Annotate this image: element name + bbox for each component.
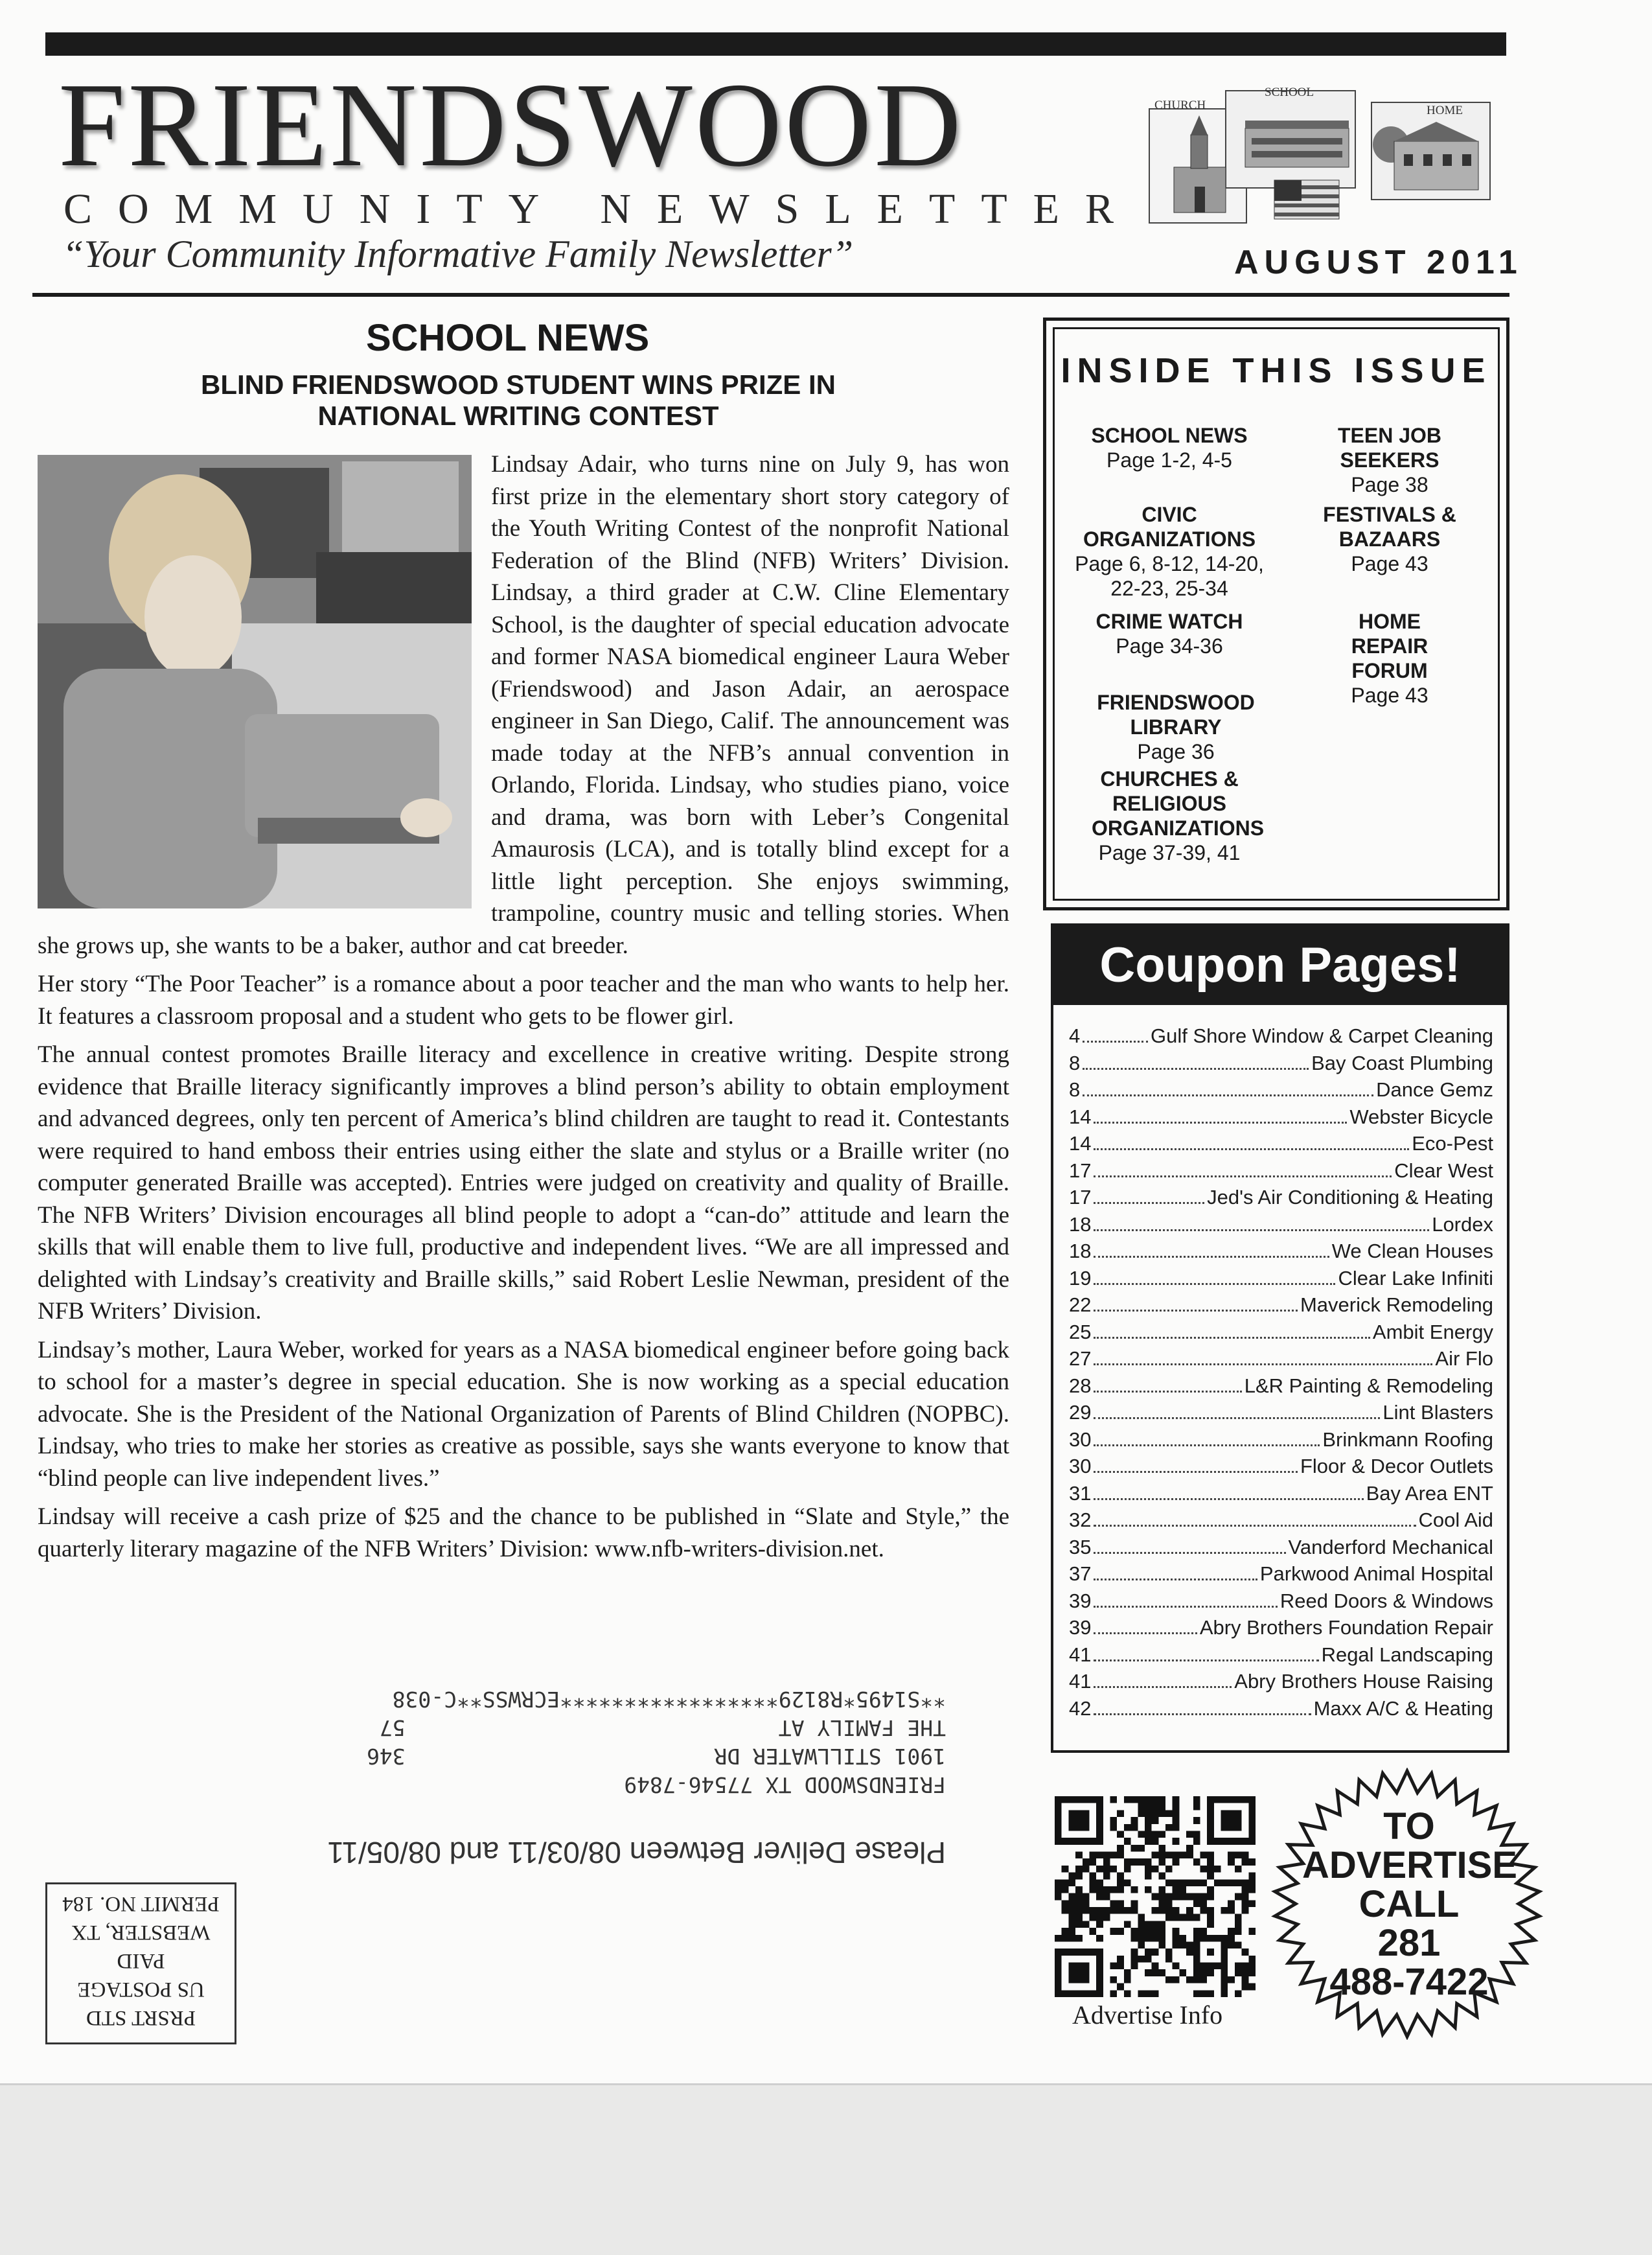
coupon-advertiser: Maxx A/C & Heating [1313,1696,1493,1720]
inside-item-teen-job-seekers [1286,423,1493,497]
coupon-row [1069,1428,1493,1455]
coupon-row [1069,1052,1493,1079]
permit-line: US POSTAGE [77,1978,205,2001]
coupon-advertiser: Air Flo [1435,1347,1493,1370]
coupon-list [1069,1024,1493,1724]
inside-item-page: Page 36 [1137,740,1215,763]
coupon-leader-dots [1094,1136,1409,1150]
coupon-page-number: 32 [1069,1509,1092,1531]
coupon-leader-dots [1094,1217,1429,1231]
inside-item-page: Page 1-2, 4-5 [1107,448,1232,472]
coupon-page-number: 27 [1069,1347,1092,1370]
coupon-row [1069,1267,1493,1294]
coupon-row [1069,1562,1493,1590]
inside-title: INSIDE THIS ISSUE [1061,351,1492,390]
coupon-leader-dots [1094,1432,1320,1446]
coupon-row [1069,1186,1493,1213]
coupon-advertiser: Regal Landscaping [1321,1643,1493,1666]
mailing-label [285,1685,946,1870]
inside-item-label: CHURCHES & RELIGIOUS ORGANIZATIONS [1092,767,1265,840]
coupon-row [1069,1455,1493,1482]
inside-item-home-repair-forum [1318,609,1461,708]
inside-item-page: Page 6, 8-12, 14-20, 22-23, 25-34 [1075,552,1264,600]
inside-this-issue-box [1043,318,1509,910]
coupon-leader-dots [1094,1243,1329,1258]
address-line-3: 1901 STILLWATER DR 346 [366,1744,946,1769]
logo-label-school: SCHOOL [1265,86,1314,99]
coupon-row [1069,1482,1493,1509]
coupon-page-number: 17 [1069,1186,1092,1208]
coupon-advertiser: Parkwood Animal Hospital [1259,1562,1493,1585]
inside-item-school-news [1066,423,1273,472]
coupon-leader-dots [1094,1351,1432,1365]
coupon-leader-dots [1094,1593,1277,1608]
coupon-leader-dots [1094,1297,1297,1312]
coupon-row [1069,1293,1493,1321]
coupon-advertiser: Clear Lake Infiniti [1338,1266,1493,1289]
coupon-row [1069,1697,1493,1724]
masthead-subtitle: COMMUNITY NEWSLETTER [63,185,1140,233]
inside-item-friendswood-library [1053,690,1299,764]
advertise-line: 281 [1377,1922,1441,1964]
coupon-advertiser: Gulf Shore Window & Carpet Cleaning [1151,1024,1493,1047]
inside-item-civic-organizations [1066,502,1273,601]
photo-spacer [38,448,491,915]
coupon-advertiser: Clear West [1394,1159,1493,1182]
issue-date: AUGUST 2011 [1234,244,1523,281]
coupon-row [1069,1509,1493,1536]
inside-item-page: Page 43 [1351,684,1428,707]
article-paragraph-1: Lindsay Adair, who turns nine on July 9, has won first prize in the elementary short story category of the Youth Writing Contest of the nonprofit National Federation of the Blind (NFB) Writers’ Division. Lindsay, a third grader at C.W. Cline Elementary School, is the daughter of special education advocate and former NASA biomedical engineer Laura Weber (Friendswood) and Jason Adair, an aerospace engineer in San Diego, Calif. The announcement was made today at the NFB’s annual convention in Orlando, Florida. Lindsay, who studies piano, voice and drama, was born with Leber’s Congenital Amaurosis (LCA), and is totally blind except for a little light perception. She enjoys swimming, trampoline, country music and telling stories. When she grows up, she wants to be a baker, author and cat breeder. [38,451,1009,959]
church-school-home-logo [1148,83,1491,224]
coupon-page-number: 30 [1069,1428,1092,1451]
inside-item-crime-watch [1066,609,1273,658]
article-paragraph-2: Her story “The Poor Teacher” is a romance about a poor teacher and the man who wants to help her. It features a classroom proposal and a student who gets to be flower girl. [38,971,1009,1030]
coupon-advertiser: Abry Brothers Foundation Repair [1199,1616,1493,1639]
coupon-page-number: 4 [1069,1024,1081,1047]
masthead-divider [32,293,1509,297]
article-paragraph-5: Lindsay will receive a cash prize of $25 and the chance to be published in “Slate and Style,” the quarterly literary magazine of the NFB Writers’ Division: www.nfb-writers-division.net. [38,1503,1009,1562]
coupon-pages-box [1051,923,1509,1753]
coupon-row [1069,1240,1493,1267]
coupon-advertiser: Vanderford Mechanical [1288,1535,1493,1558]
inside-item-label: CRIME WATCH [1096,610,1243,633]
coupon-page-number: 29 [1069,1401,1092,1424]
coupon-leader-dots [1094,1109,1347,1124]
coupon-leader-dots [1094,1647,1318,1661]
coupon-leader-dots [1094,1271,1335,1285]
advertise-phone: 488-7422 [1329,1961,1489,2003]
coupon-leader-dots [1094,1459,1297,1473]
coupon-page-number: 41 [1069,1643,1092,1666]
coupon-page-number: 8 [1069,1051,1081,1074]
coupon-advertiser: Eco-Pest [1412,1132,1493,1155]
coupon-page-number: 39 [1069,1616,1092,1639]
coupon-advertiser: Brinkmann Roofing [1322,1428,1493,1451]
coupon-leader-dots [1094,1405,1380,1419]
coupon-row [1069,1401,1493,1428]
coupon-advertiser: L&R Painting & Remodeling [1244,1374,1493,1397]
article-paragraph-3: The annual contest promotes Braille literacy and excellence in creative writing. Despite strong evidence that Braille literacy significantly improves a blind person’s ability to obtain employment and advanced degrees, only ten percent of America’s blind children are taught to read it. Contestants were required to hand emboss their entries using either the slate and stylus or a Braille writer (no computer generated Braille was accepted). Entries were judged on creativity and quality of Braille. The NFB Writers’ Division encourages all blind people to adopt a “can-do” attitude and learn the skills that will enable them to live full, productive and independent lives. “We are all impressed and delighted with Lindsay’s creativity and Braille skills,” said Robert Leslie Newman, president of the NFB Writers’ Division. [38,1041,1009,1324]
inside-item-page: Page 37-39, 41 [1098,841,1241,864]
coupon-row [1069,1374,1493,1402]
coupon-row [1069,1213,1493,1240]
permit-line: WEBSTER, TX [71,1921,211,1944]
coupon-leader-dots [1083,1028,1148,1043]
advertise-line: CALL [1359,1883,1460,1925]
coupon-leader-dots [1083,1082,1373,1096]
inside-item-label: HOME REPAIR FORUM [1351,610,1428,682]
coupon-page-number: 35 [1069,1535,1092,1558]
coupon-row [1069,1105,1493,1133]
coupon-advertiser: Ambit Energy [1372,1320,1493,1343]
delivery-note: Please Deliver Between 08/03/11 and 08/05/11 [327,1836,946,1869]
coupon-advertiser: Bay Area ENT [1366,1481,1493,1505]
logo-label-home: HOME [1427,104,1463,117]
address-line-1: **S1495*R8129*****************ECRWSS**C-038 [392,1687,946,1712]
coupon-page-number: 30 [1069,1455,1092,1477]
article-paragraph-4: Lindsay’s mother, Laura Weber, worked for years as a NASA biomedical engineer before going back to school for a master’s degree in special education. She is now working as a special education advocate. She is the President of the National Organization of Parents of Blind Children (NOPBC). Lindsay, who tries to make her stories as creative as possible, says she wants everyone to know that “blind people can live independent lives.” [38,1336,1009,1492]
coupon-pages-title: Coupon Pages! [1053,926,1507,1005]
coupon-page-number: 8 [1069,1078,1081,1101]
coupon-leader-dots [1094,1701,1311,1715]
inside-item-label: SCHOOL NEWS [1091,424,1248,447]
inside-item-page: Page 43 [1351,552,1428,575]
coupon-advertiser: Jed's Air Conditioning & Heating [1207,1186,1493,1208]
coupon-advertiser: Cool Aid [1418,1509,1493,1531]
coupon-row [1069,1321,1493,1348]
section-title: SCHOOL NEWS [366,317,650,359]
school-drawing-icon [1245,121,1349,167]
inside-item-label: TEEN JOB SEEKERS [1337,424,1442,472]
coupon-advertiser: Reed Doors & Windows [1279,1589,1493,1612]
masthead-top-bar [45,32,1506,56]
coupon-leader-dots [1094,1566,1257,1580]
coupon-leader-dots [1094,1620,1197,1634]
coupon-advertiser: We Clean Houses [1331,1240,1493,1262]
coupon-page-number: 42 [1069,1696,1092,1720]
coupon-advertiser: Lordex [1432,1212,1493,1236]
coupon-page-number: 25 [1069,1320,1092,1343]
coupon-leader-dots [1083,1056,1309,1070]
coupon-advertiser: Lint Blasters [1382,1401,1493,1424]
coupon-leader-dots [1094,1324,1370,1339]
coupon-page-number: 28 [1069,1374,1092,1397]
coupon-leader-dots [1094,1163,1392,1177]
permit-line: PAID [117,1949,165,1972]
advertise-line: TO [1383,1805,1435,1847]
article-body [38,448,1009,1571]
coupon-page-number: 17 [1069,1159,1092,1182]
postage-permit-box [45,1882,236,2044]
coupon-advertiser: Dance Gemz [1376,1078,1493,1101]
coupon-leader-dots [1094,1486,1363,1500]
inside-item-page: Page 38 [1351,473,1428,496]
coupon-page-number: 18 [1069,1212,1092,1236]
coupon-page-number: 39 [1069,1589,1092,1612]
coupon-page-number: 22 [1069,1293,1092,1316]
qr-code-icon[interactable] [1055,1796,1256,1997]
coupon-page-number: 18 [1069,1240,1092,1262]
coupon-leader-dots [1094,1190,1204,1204]
coupon-page-number: 19 [1069,1266,1092,1289]
coupon-advertiser: Abry Brothers House Raising [1234,1670,1493,1693]
coupon-row [1069,1670,1493,1697]
coupon-row [1069,1078,1493,1105]
coupon-advertiser: Maverick Remodeling [1300,1293,1493,1316]
permit-line: PRSRT STD [86,2006,196,2030]
inside-item-festivals-bazaars [1318,502,1461,576]
article-headline: BLIND FRIENDSWOOD STUDENT WINS PRIZE IN NATIONAL WRITING CONTEST [201,369,836,431]
coupon-advertiser: Bay Coast Plumbing [1311,1051,1493,1074]
coupon-row [1069,1616,1493,1643]
logo-label-church: CHURCH [1154,98,1206,112]
advertise-callout [1302,1805,1517,2003]
page-background-edge [0,2083,1652,2255]
coupon-advertiser: Floor & Decor Outlets [1300,1455,1493,1477]
coupon-row [1069,1159,1493,1186]
inside-item-label: FRIENDSWOOD LIBRARY [1097,691,1255,739]
coupon-row [1069,1132,1493,1159]
coupon-advertiser: Webster Bicycle [1349,1105,1493,1128]
coupon-row [1069,1590,1493,1617]
coupon-leader-dots [1094,1674,1232,1688]
permit-line: PERMIT NO. 184 [62,1892,220,1915]
address-line-4: FRIENDSWOOD TX 77546-7849 [624,1772,946,1798]
coupon-row [1069,1643,1493,1671]
coupon-leader-dots [1094,1512,1416,1527]
coupon-page-number: 41 [1069,1670,1092,1693]
coupon-row [1069,1347,1493,1374]
address-line-2: THE FAMILY AT 57 [379,1715,946,1740]
qr-caption: Advertise Info [1072,2000,1223,2030]
flag-drawing-icon [1274,180,1339,219]
masthead-tagline: “Your Community Informative Family Newsletter” [62,233,854,275]
coupon-page-number: 31 [1069,1481,1092,1505]
masthead-title: FRIENDSWOOD [58,58,964,192]
coupon-page-number: 37 [1069,1562,1092,1585]
coupon-leader-dots [1094,1540,1285,1554]
inside-item-churches [1092,767,1265,865]
inside-item-label: FESTIVALS & BAZAARS [1323,503,1456,551]
inside-item-label: CIVIC ORGANIZATIONS [1083,503,1256,551]
coupon-page-number: 14 [1069,1132,1092,1155]
coupon-leader-dots [1094,1378,1241,1393]
coupon-page-number: 14 [1069,1105,1092,1128]
coupon-row [1069,1024,1493,1052]
advertise-line: ADVERTISE [1302,1844,1517,1886]
inside-item-page: Page 34-36 [1116,634,1223,658]
coupon-row [1069,1536,1493,1563]
